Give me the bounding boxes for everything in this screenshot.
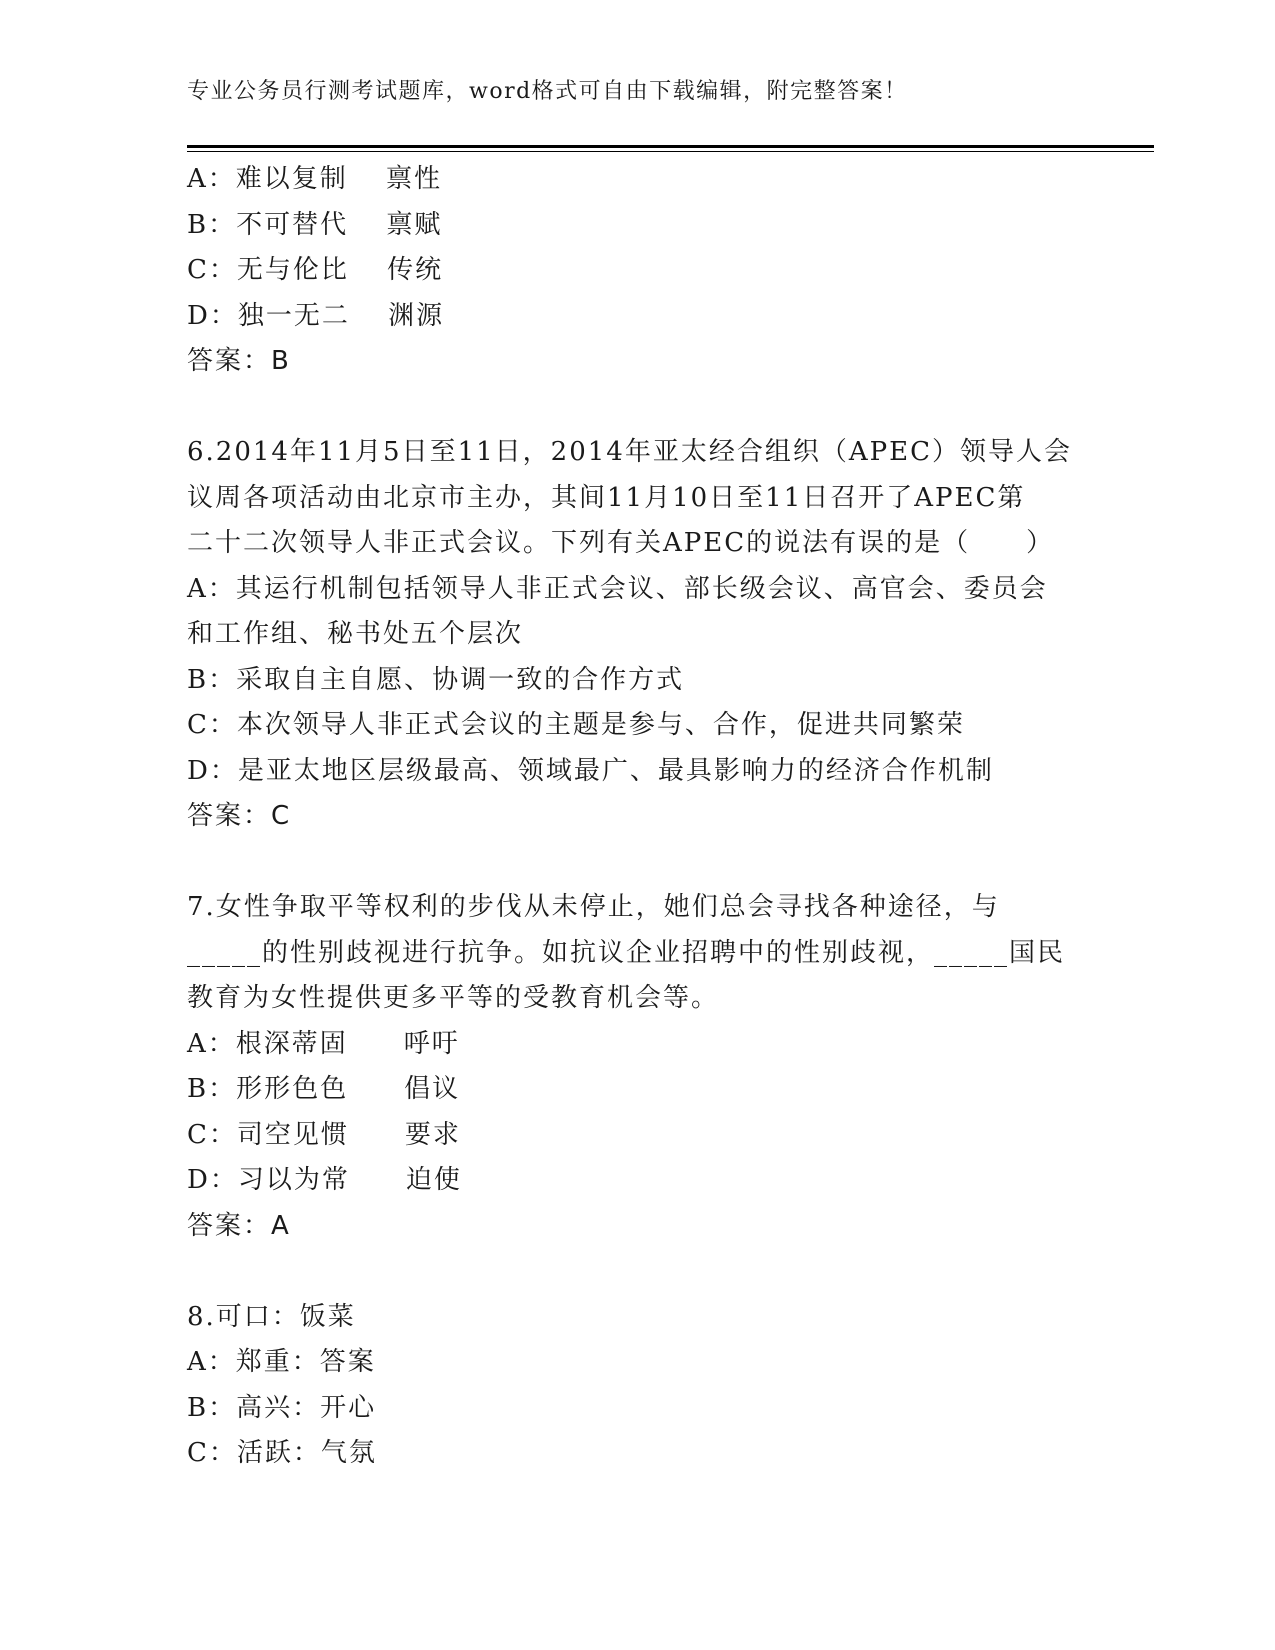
spacer	[187, 840, 1087, 886]
question-block-6	[187, 430, 1087, 840]
question-content	[187, 157, 1087, 1477]
page-header: 专业公务员行测考试题库，word格式可自由下载编辑，附完整答案！	[187, 79, 908, 104]
header-rule-thin	[187, 151, 1154, 152]
option-d: D：独一无二 渊源	[187, 300, 445, 331]
option-a-continued: 和工作组、秘书处五个层次	[187, 619, 524, 649]
header-rule-thick	[187, 145, 1154, 148]
question-stem: 6.2014年11月5日至11日，2014年亚太经合组织（APEC）领导人会	[187, 437, 1072, 467]
question-block-5	[187, 157, 1087, 385]
option-b: B：采取自主自愿、协调一致的合作方式	[187, 664, 685, 695]
spacer	[187, 1249, 1087, 1295]
option-b: B：形形色色 倡议	[187, 1074, 461, 1104]
question-stem: 议周各项活动由北京市主办，其间11月10日至11日召开了APEC第	[187, 482, 1026, 513]
option-c: C：本次领导人非正式会议的主题是参与、合作，促进共同繁荣	[187, 710, 965, 740]
option-a: A：根深蒂固 呼吁	[187, 1028, 460, 1059]
answer-line: 答案：B	[187, 346, 291, 376]
question-stem: _____的性别歧视进行抗争。如抗议企业招聘中的性别歧视，_____国民	[187, 937, 1066, 968]
option-d: D：习以为常 迫使	[187, 1165, 462, 1195]
option-b: B：不可替代 禀赋	[187, 209, 443, 240]
question-stem: 教育为女性提供更多平等的受教育机会等。	[187, 983, 720, 1013]
option-c: C：无与伦比 传统	[187, 255, 444, 285]
answer-line: 答案：C	[187, 801, 292, 831]
option-c: C：司空见惯 要求	[187, 1119, 461, 1150]
option-d: D：是亚太地区层级最高、领域最广、最具影响力的经济合作机制	[187, 755, 994, 786]
option-a: A：难以复制 禀性	[187, 164, 443, 194]
question-block-7	[187, 885, 1087, 1249]
option-a: A：其运行机制包括领导人非正式会议、部长级会议、高官会、委员会	[187, 573, 1048, 604]
spacer	[187, 385, 1087, 431]
option-b: B：高兴：开心	[187, 1392, 377, 1423]
option-a: A：郑重：答案	[187, 1347, 376, 1377]
question-stem: 二十二次领导人非正式会议。下列有关APEC的说法有误的是（ ）	[187, 528, 1055, 558]
option-c: C：活跃：气氛	[187, 1438, 377, 1468]
question-stem: 8.可口：饭菜	[187, 1301, 356, 1332]
answer-line: 答案：A	[187, 1210, 291, 1241]
question-block-8	[187, 1295, 1087, 1477]
question-stem: 7.女性争取平等权利的步伐从未停止，她们总会寻找各种途径，与	[187, 892, 1000, 922]
